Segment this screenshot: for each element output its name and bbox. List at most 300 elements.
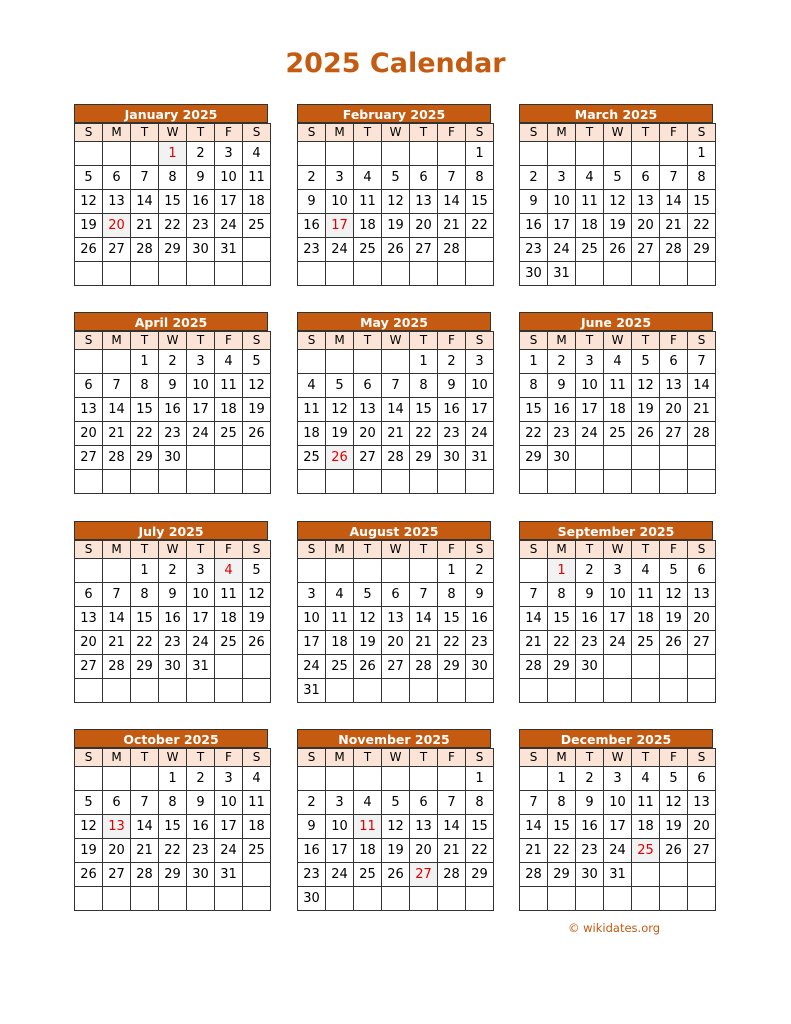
empty-day-cell <box>438 142 466 166</box>
day-cell: 4 <box>215 350 243 374</box>
week-row <box>75 559 271 583</box>
day-cell: 9 <box>298 190 326 214</box>
empty-day-cell <box>326 470 354 494</box>
weekday-label: S <box>520 124 548 142</box>
month-table <box>297 331 494 494</box>
day-cell: 1 <box>131 350 159 374</box>
month-block <box>297 521 491 703</box>
day-cell: 27 <box>382 655 410 679</box>
day-cell: 1 <box>410 350 438 374</box>
empty-day-cell <box>604 262 632 286</box>
day-cell: 10 <box>576 374 604 398</box>
day-cell: 28 <box>131 238 159 262</box>
week-row <box>520 214 716 238</box>
empty-day-cell <box>604 655 632 679</box>
empty-day-cell <box>410 262 438 286</box>
empty-day-cell <box>298 142 326 166</box>
day-cell: 2 <box>466 559 494 583</box>
week-row <box>520 607 716 631</box>
month-table <box>74 540 271 703</box>
empty-day-cell <box>215 887 243 911</box>
day-cell: 5 <box>243 559 271 583</box>
month-title: August 2025 <box>297 521 491 540</box>
empty-day-cell <box>243 446 271 470</box>
empty-day-cell <box>75 142 103 166</box>
weekday-label: T <box>632 541 660 559</box>
weekday-label: M <box>326 332 354 350</box>
weekday-header-row <box>298 541 494 559</box>
empty-day-cell <box>243 887 271 911</box>
day-cell: 17 <box>215 190 243 214</box>
day-cell: 11 <box>604 374 632 398</box>
day-cell: 17 <box>298 631 326 655</box>
day-cell: 24 <box>298 655 326 679</box>
month-block <box>297 104 491 286</box>
day-cell: 25 <box>632 631 660 655</box>
empty-day-cell <box>466 470 494 494</box>
empty-day-cell <box>466 887 494 911</box>
day-cell: 30 <box>520 262 548 286</box>
day-cell: 24 <box>466 422 494 446</box>
weekday-label: S <box>688 749 716 767</box>
day-cell: 6 <box>632 166 660 190</box>
day-cell: 23 <box>187 839 215 863</box>
day-cell: 13 <box>354 398 382 422</box>
holiday-day-cell: 20 <box>103 214 131 238</box>
weekday-label: S <box>520 541 548 559</box>
weekday-label: S <box>243 124 271 142</box>
day-cell: 12 <box>604 190 632 214</box>
day-cell: 16 <box>548 398 576 422</box>
day-cell: 9 <box>466 583 494 607</box>
day-cell: 26 <box>632 422 660 446</box>
day-cell: 17 <box>215 815 243 839</box>
month-table <box>74 123 271 286</box>
day-cell: 27 <box>103 863 131 887</box>
day-cell: 23 <box>576 839 604 863</box>
empty-day-cell <box>75 679 103 703</box>
day-cell: 11 <box>243 166 271 190</box>
day-cell: 19 <box>382 214 410 238</box>
month-title: May 2025 <box>297 312 491 331</box>
empty-day-cell <box>688 863 716 887</box>
day-cell: 12 <box>382 190 410 214</box>
day-cell: 4 <box>576 166 604 190</box>
week-row <box>75 214 271 238</box>
weekday-label: S <box>298 124 326 142</box>
empty-day-cell <box>326 262 354 286</box>
weekday-label: S <box>243 749 271 767</box>
week-row <box>520 446 716 470</box>
day-cell: 17 <box>187 398 215 422</box>
week-row <box>520 422 716 446</box>
day-cell: 14 <box>131 815 159 839</box>
day-cell: 14 <box>520 607 548 631</box>
weekday-label: S <box>688 541 716 559</box>
day-cell: 12 <box>660 791 688 815</box>
day-cell: 11 <box>215 583 243 607</box>
empty-day-cell <box>410 470 438 494</box>
weekday-label: T <box>410 749 438 767</box>
week-row <box>520 863 716 887</box>
day-cell: 25 <box>215 631 243 655</box>
empty-day-cell <box>75 350 103 374</box>
day-cell: 30 <box>576 863 604 887</box>
week-row <box>520 815 716 839</box>
empty-day-cell <box>632 262 660 286</box>
weekday-label: M <box>103 332 131 350</box>
empty-day-cell <box>187 679 215 703</box>
day-cell: 8 <box>410 374 438 398</box>
day-cell: 15 <box>159 815 187 839</box>
day-cell: 27 <box>688 839 716 863</box>
empty-day-cell <box>382 887 410 911</box>
weekday-label: T <box>410 124 438 142</box>
day-cell: 31 <box>548 262 576 286</box>
day-cell: 8 <box>548 583 576 607</box>
day-cell: 11 <box>215 374 243 398</box>
month-table <box>519 748 716 911</box>
day-cell: 10 <box>187 583 215 607</box>
day-cell: 26 <box>604 238 632 262</box>
month-table <box>74 748 271 911</box>
weekday-label: T <box>187 332 215 350</box>
day-cell: 30 <box>438 446 466 470</box>
empty-day-cell <box>75 767 103 791</box>
day-cell: 17 <box>466 398 494 422</box>
day-cell: 15 <box>131 398 159 422</box>
day-cell: 10 <box>187 374 215 398</box>
empty-day-cell <box>354 767 382 791</box>
day-cell: 6 <box>103 166 131 190</box>
day-cell: 26 <box>243 422 271 446</box>
day-cell: 5 <box>382 166 410 190</box>
weekday-label: S <box>75 541 103 559</box>
weekday-label: T <box>354 124 382 142</box>
empty-day-cell <box>159 887 187 911</box>
day-cell: 20 <box>382 631 410 655</box>
day-cell: 12 <box>326 398 354 422</box>
week-row <box>520 791 716 815</box>
week-row <box>75 238 271 262</box>
week-row <box>75 839 271 863</box>
empty-day-cell <box>410 767 438 791</box>
month-table <box>297 540 494 703</box>
day-cell: 3 <box>298 583 326 607</box>
day-cell: 3 <box>466 350 494 374</box>
weekday-label: S <box>243 332 271 350</box>
month-table <box>519 331 716 494</box>
day-cell: 21 <box>438 214 466 238</box>
month-title: January 2025 <box>74 104 268 123</box>
weekday-label: M <box>548 541 576 559</box>
day-cell: 9 <box>520 190 548 214</box>
empty-day-cell <box>632 470 660 494</box>
empty-day-cell <box>131 679 159 703</box>
day-cell: 12 <box>75 190 103 214</box>
day-cell: 30 <box>548 446 576 470</box>
day-cell: 10 <box>604 791 632 815</box>
day-cell: 8 <box>688 166 716 190</box>
weekday-label: W <box>159 332 187 350</box>
day-cell: 20 <box>410 214 438 238</box>
day-cell: 27 <box>632 238 660 262</box>
day-cell: 5 <box>660 559 688 583</box>
empty-day-cell <box>604 142 632 166</box>
empty-day-cell <box>215 446 243 470</box>
day-cell: 7 <box>131 791 159 815</box>
month-table <box>297 123 494 286</box>
day-cell: 13 <box>382 607 410 631</box>
day-cell: 18 <box>576 214 604 238</box>
day-cell: 22 <box>131 422 159 446</box>
weekday-label: M <box>326 749 354 767</box>
day-cell: 11 <box>576 190 604 214</box>
day-cell: 3 <box>215 142 243 166</box>
day-cell: 10 <box>548 190 576 214</box>
empty-day-cell <box>215 679 243 703</box>
week-row <box>75 815 271 839</box>
day-cell: 26 <box>660 839 688 863</box>
day-cell: 21 <box>520 839 548 863</box>
weekday-header-row <box>75 124 271 142</box>
week-row <box>520 238 716 262</box>
empty-day-cell <box>632 142 660 166</box>
day-cell: 13 <box>410 190 438 214</box>
day-cell: 12 <box>75 815 103 839</box>
weekday-label: F <box>660 332 688 350</box>
week-row <box>298 398 494 422</box>
day-cell: 22 <box>159 839 187 863</box>
week-row <box>75 655 271 679</box>
day-cell: 10 <box>298 607 326 631</box>
empty-day-cell <box>410 679 438 703</box>
month-block <box>74 104 268 286</box>
week-row <box>298 863 494 887</box>
weekday-label: M <box>548 749 576 767</box>
month-block <box>519 312 713 494</box>
day-cell: 28 <box>410 655 438 679</box>
day-cell: 28 <box>660 238 688 262</box>
empty-day-cell <box>159 262 187 286</box>
day-cell: 10 <box>326 815 354 839</box>
day-cell: 12 <box>660 583 688 607</box>
weekday-label: M <box>548 332 576 350</box>
day-cell: 18 <box>243 190 271 214</box>
day-cell: 21 <box>438 839 466 863</box>
day-cell: 29 <box>548 655 576 679</box>
day-cell: 9 <box>576 583 604 607</box>
month-table <box>519 123 716 286</box>
empty-day-cell <box>131 470 159 494</box>
weekday-label: F <box>660 541 688 559</box>
day-cell: 23 <box>159 422 187 446</box>
day-cell: 13 <box>75 607 103 631</box>
day-cell: 27 <box>354 446 382 470</box>
weekday-label: S <box>520 332 548 350</box>
week-row <box>298 142 494 166</box>
day-cell: 29 <box>466 863 494 887</box>
empty-day-cell <box>103 767 131 791</box>
month-block <box>74 729 268 911</box>
empty-day-cell <box>298 559 326 583</box>
day-cell: 11 <box>326 607 354 631</box>
weekday-label: T <box>187 124 215 142</box>
empty-day-cell <box>520 679 548 703</box>
holiday-day-cell: 1 <box>159 142 187 166</box>
week-row <box>298 767 494 791</box>
empty-day-cell <box>466 262 494 286</box>
empty-day-cell <box>438 262 466 286</box>
week-row <box>520 166 716 190</box>
day-cell: 19 <box>75 214 103 238</box>
week-row <box>75 374 271 398</box>
day-cell: 19 <box>660 815 688 839</box>
empty-day-cell <box>604 470 632 494</box>
month-title: March 2025 <box>519 104 713 123</box>
holiday-day-cell: 11 <box>354 815 382 839</box>
day-cell: 29 <box>548 863 576 887</box>
weekday-label: F <box>438 749 466 767</box>
day-cell: 15 <box>159 190 187 214</box>
day-cell: 19 <box>243 607 271 631</box>
empty-day-cell <box>326 559 354 583</box>
day-cell: 2 <box>548 350 576 374</box>
month-title: September 2025 <box>519 521 713 540</box>
day-cell: 23 <box>159 631 187 655</box>
day-cell: 22 <box>688 214 716 238</box>
day-cell: 3 <box>187 559 215 583</box>
day-cell: 2 <box>159 559 187 583</box>
day-cell: 7 <box>688 350 716 374</box>
day-cell: 12 <box>354 607 382 631</box>
week-row <box>520 142 716 166</box>
day-cell: 16 <box>298 214 326 238</box>
weekday-label: F <box>215 332 243 350</box>
day-cell: 2 <box>187 142 215 166</box>
day-cell: 19 <box>632 398 660 422</box>
week-row <box>75 679 271 703</box>
week-row <box>298 559 494 583</box>
day-cell: 25 <box>326 655 354 679</box>
empty-day-cell <box>576 887 604 911</box>
empty-day-cell <box>576 679 604 703</box>
weekday-label: W <box>382 124 410 142</box>
day-cell: 26 <box>382 863 410 887</box>
empty-day-cell <box>410 559 438 583</box>
day-cell: 29 <box>131 655 159 679</box>
day-cell: 30 <box>466 655 494 679</box>
day-cell: 5 <box>382 791 410 815</box>
day-cell: 19 <box>354 631 382 655</box>
empty-day-cell <box>548 679 576 703</box>
day-cell: 21 <box>410 631 438 655</box>
day-cell: 12 <box>243 374 271 398</box>
day-cell: 27 <box>688 631 716 655</box>
empty-day-cell <box>382 470 410 494</box>
month-block <box>519 104 713 286</box>
day-cell: 24 <box>215 214 243 238</box>
day-cell: 26 <box>354 655 382 679</box>
day-cell: 3 <box>326 166 354 190</box>
weekday-label: M <box>548 124 576 142</box>
day-cell: 21 <box>131 214 159 238</box>
empty-day-cell <box>131 767 159 791</box>
day-cell: 23 <box>576 631 604 655</box>
empty-day-cell <box>382 679 410 703</box>
day-cell: 18 <box>604 398 632 422</box>
week-row <box>520 190 716 214</box>
week-row <box>75 398 271 422</box>
month-title: April 2025 <box>74 312 268 331</box>
weekday-label: S <box>520 749 548 767</box>
empty-day-cell <box>243 262 271 286</box>
day-cell: 25 <box>354 238 382 262</box>
day-cell: 7 <box>103 583 131 607</box>
month-block <box>519 521 713 703</box>
day-cell: 29 <box>438 655 466 679</box>
empty-day-cell <box>660 142 688 166</box>
day-cell: 18 <box>326 631 354 655</box>
empty-day-cell <box>354 350 382 374</box>
day-cell: 5 <box>354 583 382 607</box>
weekday-label: F <box>438 541 466 559</box>
week-row <box>298 887 494 911</box>
empty-day-cell <box>688 679 716 703</box>
weekday-label: W <box>604 124 632 142</box>
week-row <box>298 214 494 238</box>
weekday-header-row <box>75 749 271 767</box>
weekday-label: S <box>75 124 103 142</box>
day-cell: 5 <box>632 350 660 374</box>
day-cell: 6 <box>103 791 131 815</box>
day-cell: 30 <box>298 887 326 911</box>
day-cell: 8 <box>438 583 466 607</box>
week-row <box>298 422 494 446</box>
day-cell: 18 <box>354 214 382 238</box>
day-cell: 25 <box>354 863 382 887</box>
week-row <box>298 190 494 214</box>
day-cell: 28 <box>131 863 159 887</box>
day-cell: 27 <box>75 446 103 470</box>
week-row <box>520 655 716 679</box>
day-cell: 4 <box>632 767 660 791</box>
weekday-label: T <box>632 332 660 350</box>
weekday-label: T <box>131 749 159 767</box>
weekday-label: T <box>354 749 382 767</box>
day-cell: 16 <box>466 607 494 631</box>
empty-day-cell <box>660 887 688 911</box>
day-cell: 15 <box>466 815 494 839</box>
empty-day-cell <box>688 470 716 494</box>
week-row <box>75 767 271 791</box>
day-cell: 24 <box>576 422 604 446</box>
day-cell: 20 <box>75 422 103 446</box>
day-cell: 23 <box>466 631 494 655</box>
day-cell: 27 <box>75 655 103 679</box>
day-cell: 14 <box>131 190 159 214</box>
day-cell: 28 <box>103 655 131 679</box>
weekday-label: W <box>604 749 632 767</box>
holiday-day-cell: 25 <box>632 839 660 863</box>
day-cell: 24 <box>326 863 354 887</box>
empty-day-cell <box>382 262 410 286</box>
day-cell: 8 <box>548 791 576 815</box>
day-cell: 8 <box>159 166 187 190</box>
weekday-label: T <box>410 332 438 350</box>
day-cell: 22 <box>548 839 576 863</box>
week-row <box>298 446 494 470</box>
